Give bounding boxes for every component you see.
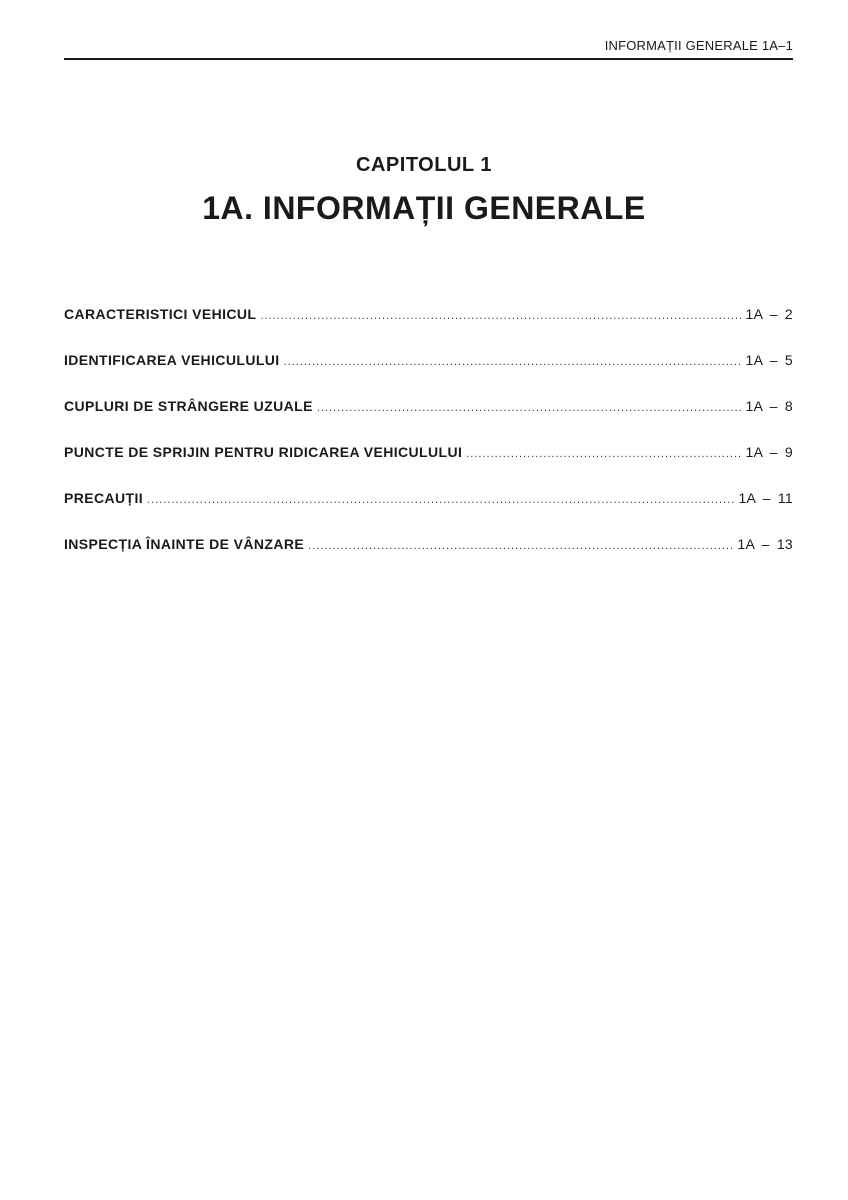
- toc-entry-inspectia-inainte-de-vanzare[interactable]: [64, 536, 793, 582]
- toc-entry-page: 1A – 8: [745, 398, 793, 414]
- toc-entry-caracteristici-vehicul[interactable]: [64, 306, 793, 352]
- toc-entry-label: INSPECȚIA ÎNAINTE DE VÂNZARE: [64, 536, 305, 552]
- dot-leader: [284, 356, 742, 368]
- toc-entry-page: 1A – 11: [738, 490, 793, 506]
- running-header: INFORMAȚII GENERALE 1A–1: [604, 38, 793, 53]
- dot-leader: [308, 540, 733, 552]
- chapter-label: CAPITOLUL 1: [356, 154, 492, 176]
- table-of-contents: [64, 306, 793, 582]
- toc-entry-page: 1A – 13: [737, 536, 793, 552]
- dot-leader: [147, 494, 734, 506]
- toc-entry-cupluri-de-strangere[interactable]: [64, 398, 793, 444]
- toc-entry-page: 1A – 5: [745, 352, 793, 368]
- dot-leader: [317, 402, 742, 414]
- toc-entry-label: CUPLURI DE STRÂNGERE UZUALE: [64, 398, 313, 414]
- toc-entry-page: 1A – 2: [745, 306, 793, 322]
- dot-leader: [466, 448, 741, 460]
- toc-entry-label: CARACTERISTICI VEHICUL: [64, 306, 257, 322]
- dot-leader: [260, 310, 741, 322]
- toc-entry-identificarea-vehiculului[interactable]: [64, 352, 793, 398]
- chapter-title: 1A. INFORMAȚII GENERALE: [202, 190, 646, 226]
- toc-entry-puncte-de-sprijin[interactable]: [64, 444, 793, 490]
- toc-entry-page: 1A – 9: [745, 444, 793, 460]
- toc-entry-label: PRECAUȚII: [64, 490, 144, 506]
- toc-entry-precautii[interactable]: [64, 490, 793, 536]
- header-rule: [64, 58, 793, 60]
- toc-entry-label: PUNCTE DE SPRIJIN PENTRU RIDICAREA VEHICULULUI: [64, 444, 463, 460]
- toc-entry-label: IDENTIFICAREA VEHICULULUI: [64, 352, 280, 368]
